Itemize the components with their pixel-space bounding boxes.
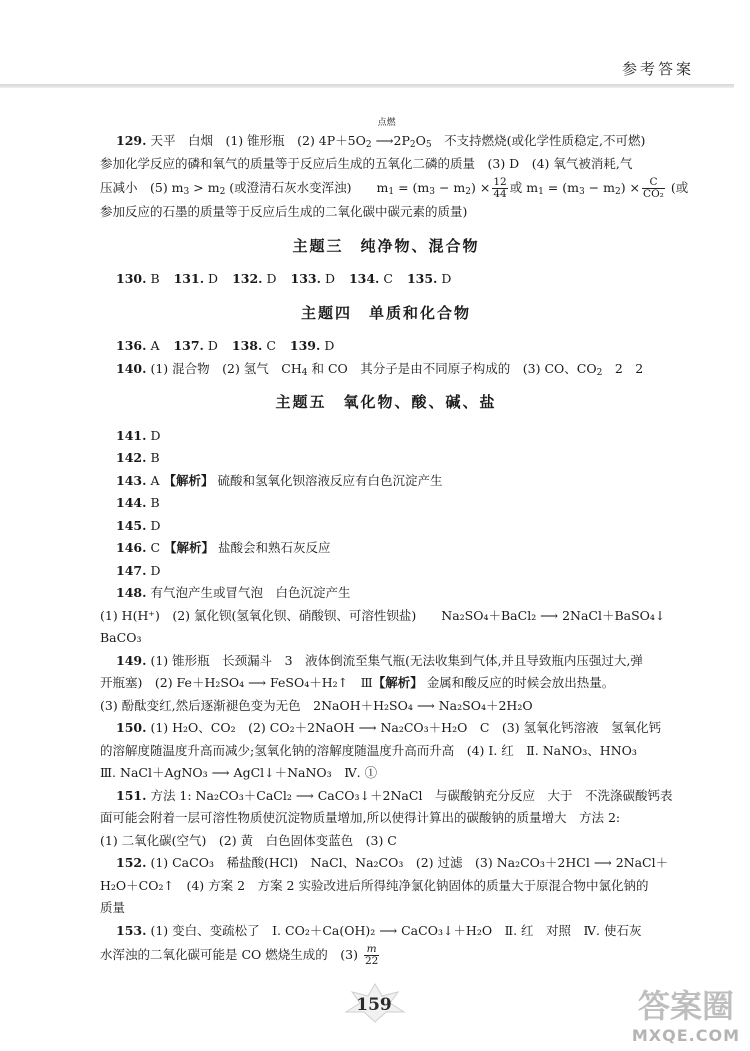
question-number: 129. bbox=[116, 133, 147, 148]
answer: B bbox=[150, 271, 160, 286]
answer-149-line-2 bbox=[100, 672, 656, 695]
reaction-arrow: 点燃 ⟶ bbox=[375, 118, 396, 148]
answer-151-line-2 bbox=[100, 807, 656, 830]
text: (3) 酚酞变红,然后逐渐褪色变为无色 2NaOH＋H₂SO₄ ⟶ Na₂SO₄＋2H₂O bbox=[100, 697, 533, 713]
answer: D bbox=[266, 271, 277, 286]
question-number: 132. bbox=[232, 271, 263, 286]
text: 有气泡产生或冒气泡 白色沉淀产生 bbox=[150, 585, 351, 600]
answer-129-line-1 bbox=[116, 118, 656, 153]
answer: D bbox=[324, 338, 335, 353]
answer: A bbox=[150, 338, 160, 353]
text: 参加反应的石墨的质量等于反应后生成的二氧化碳中碳元素的质量) bbox=[100, 204, 468, 219]
answer: D bbox=[441, 271, 452, 286]
text: 金属和酸反应的时候会放出热量。 bbox=[426, 675, 615, 690]
question-number: 149. bbox=[116, 652, 147, 668]
answer-142 bbox=[116, 447, 656, 470]
fraction bbox=[642, 177, 665, 200]
section-heading-topic-5: 主题五 氧化物、酸、碱、盐 bbox=[275, 393, 497, 411]
question-number: 153. bbox=[116, 922, 147, 938]
text: = (m bbox=[394, 180, 430, 195]
question-number: 138. bbox=[231, 338, 263, 353]
fraction-bottom: 44 bbox=[493, 188, 507, 200]
text: (1) 变白、变疏松了 Ⅰ. CO₂＋Ca(OH)₂ ⟶ CaCO₃↓＋H₂O Ⅱ. 红 对照 Ⅳ. 使石灰 bbox=[150, 922, 642, 938]
answer-152-line-3 bbox=[100, 897, 656, 920]
answer-148-line-2 bbox=[100, 605, 666, 628]
text: (1) H(H⁺) (2) 氯化钡(氢氧化钡、硝酸钡、可溶性钡盐) Na₂SO₄＋BaCl₂ ⟶ 2NaCl＋BaSO₄↓ bbox=[100, 607, 666, 623]
subscript: 2 bbox=[465, 187, 472, 197]
header-title: 参考答案 bbox=[621, 60, 694, 78]
text: (或 bbox=[666, 180, 689, 195]
subscript: 1 bbox=[388, 187, 395, 197]
question-number: 152. bbox=[116, 855, 147, 870]
question-number: 142. bbox=[116, 450, 147, 465]
question-number: 146. bbox=[116, 540, 147, 555]
text: 压减小 (5) m bbox=[100, 180, 184, 195]
fraction-top: 12 bbox=[493, 176, 507, 188]
text: 硫酸和氢氧化钡溶液反应有白色沉淀产生 bbox=[217, 472, 443, 488]
question-number: 135. bbox=[406, 271, 438, 286]
subscript: 2 bbox=[614, 187, 621, 197]
answer-143 bbox=[116, 470, 656, 493]
question-number: 151. bbox=[116, 787, 147, 803]
text: 天平 白烟 (1) 锥形瓶 (2) 4P＋5O bbox=[150, 133, 366, 148]
answers-130-135 bbox=[116, 268, 656, 291]
question-number: 130. bbox=[116, 271, 147, 286]
subscript: 2 bbox=[596, 367, 603, 378]
text: Ⅲ. NaCl＋AgNO₃ ⟶ AgCl↓＋NaNO₃ Ⅳ. ① bbox=[100, 765, 378, 780]
answer: D bbox=[324, 271, 335, 286]
text: − m bbox=[435, 180, 466, 195]
subscript: 3 bbox=[429, 187, 436, 197]
answer: C bbox=[150, 540, 161, 555]
text: (1) H₂O、CO₂ (2) CO₂＋2NaOH ⟶ Na₂CO₃＋H₂O C (3) 氢氧化钙溶液 氢氧化钙 bbox=[150, 720, 662, 735]
text: (1) 锥形瓶 长颈漏斗 3 液体倒流至集气瓶(无法收集到气体,并且导致瓶内压强过大,弹 bbox=[150, 652, 643, 668]
fraction-top: C bbox=[642, 177, 665, 189]
subscript: 3 bbox=[183, 187, 190, 197]
answer: D bbox=[150, 562, 161, 578]
text: (1) 混合物 (2) 氢气 CH bbox=[150, 360, 302, 376]
answer-150-line-2 bbox=[100, 740, 656, 763]
analysis-tag: 【解析】 bbox=[163, 472, 214, 488]
answer-content bbox=[100, 118, 689, 968]
answer: B bbox=[150, 450, 160, 465]
text: 参加化学反应的磷和氧气的质量等于反应后生成的五氧化二磷的质量 (3) D (4) 氧气被消耗,气 bbox=[100, 155, 633, 171]
text: 2 2 bbox=[602, 360, 644, 376]
fraction bbox=[492, 177, 507, 200]
answers-136-139 bbox=[116, 335, 656, 358]
answer-144 bbox=[116, 492, 656, 515]
question-number: 137. bbox=[173, 338, 204, 353]
answer: D bbox=[150, 427, 161, 443]
text: ) × bbox=[620, 180, 641, 195]
text: H₂O＋CO₂↑ (4) 方案 2 方案 2 实验改进后所得纯净氯化钠固体的质量大于原混合物中氯化钠的 bbox=[100, 877, 649, 893]
text: = (m bbox=[543, 180, 579, 195]
text: 不支持燃烧(或化学性质稳定,不可燃) bbox=[431, 133, 646, 148]
text: 方法 1: Na₂CO₃＋CaCl₂ ⟶ CaCO₃↓＋2NaCl 与碳酸钠充分反应 大于 不洗涤碳酸钙表 bbox=[150, 787, 673, 803]
subscript: 2 bbox=[219, 187, 226, 197]
question-number: 136. bbox=[116, 338, 147, 353]
question-number: 133. bbox=[290, 271, 321, 286]
header-rule bbox=[0, 84, 734, 88]
answer: D bbox=[207, 338, 218, 353]
answer-152-line-1 bbox=[116, 852, 669, 875]
section-heading-topic-4: 主题四 单质和化合物 bbox=[300, 303, 471, 322]
fraction-bottom: CO₂ bbox=[643, 188, 664, 200]
text: (1) CaCO₃ 稀盐酸(HCl) NaCl、Na₂CO₃ (2) 过滤 (3) Na₂CO₃＋2HCl ⟶ 2NaCl＋ bbox=[150, 855, 669, 870]
answer-151-line-1 bbox=[116, 785, 673, 808]
fraction-top: m bbox=[364, 944, 379, 956]
question-number: 148. bbox=[116, 585, 147, 600]
answer-140 bbox=[116, 358, 656, 381]
fraction-bottom: 22 bbox=[364, 955, 379, 967]
question-number: 150. bbox=[116, 720, 147, 735]
answer: D bbox=[208, 271, 219, 286]
answer-150-line-1 bbox=[116, 717, 662, 740]
text: BaCO₃ bbox=[100, 630, 142, 645]
question-number: 134. bbox=[348, 271, 380, 286]
answer-129-line-2 bbox=[100, 153, 656, 176]
subscript: 2 bbox=[365, 140, 372, 150]
answer: C bbox=[266, 338, 276, 353]
answer: C bbox=[383, 271, 393, 286]
answer-148-line-1 bbox=[116, 582, 656, 605]
subscript: 2 bbox=[409, 140, 416, 150]
answer-152-line-2 bbox=[100, 875, 656, 898]
watermark-logo: 答案圈 bbox=[637, 987, 734, 1025]
answer-129-line-4 bbox=[100, 201, 656, 224]
arrow-label: 点燃 bbox=[377, 118, 396, 128]
subscript: 1 bbox=[538, 187, 544, 197]
text: > m bbox=[189, 180, 220, 195]
answer-141 bbox=[116, 425, 656, 448]
answer-147 bbox=[116, 560, 656, 583]
text: O bbox=[415, 133, 426, 148]
question-number: 131. bbox=[173, 271, 205, 286]
watermark-site: MXQE.COM bbox=[631, 1026, 740, 1045]
text: 开瓶塞) (2) Fe＋H₂SO₄ ⟶ FeSO₄＋H₂↑ Ⅲ bbox=[100, 675, 373, 690]
answer-129-line-3 bbox=[100, 175, 689, 201]
answer-148-line-3 bbox=[100, 627, 656, 650]
answer-153-line-2 bbox=[100, 942, 656, 968]
subscript: 3 bbox=[578, 187, 585, 197]
text: 和 CO 其分子是由不同原子构成的 (3) CO、CO bbox=[307, 360, 597, 376]
text: − m bbox=[584, 180, 615, 195]
text: 质量 bbox=[100, 900, 126, 915]
question-number: 141. bbox=[116, 427, 147, 443]
answer: A bbox=[150, 472, 160, 488]
text: (1) 二氧化碳(空气) (2) 黄 白色固体变蓝色 (3) C bbox=[100, 832, 397, 848]
answer-151-line-3 bbox=[100, 830, 656, 853]
page-number: 159 bbox=[356, 995, 392, 1015]
answer-149-line-3 bbox=[100, 695, 656, 718]
text: 的溶解度随温度升高而减少;氢氧化钠的溶解度随温度升高而升高 (4) Ⅰ. 红 Ⅱ. NaNO₃、HNO₃ bbox=[100, 742, 637, 758]
question-number: 147. bbox=[116, 562, 147, 578]
analysis-tag: 【解析】 bbox=[164, 540, 215, 555]
answer: D bbox=[150, 517, 161, 533]
text: ) × bbox=[471, 180, 491, 195]
text: 水浑浊的二氧化碳可能是 CO 燃烧生成的 (3) bbox=[100, 947, 358, 962]
text: 2P bbox=[393, 133, 410, 148]
text: 面可能会附着一层可溶性物质使沉淀物质量增加,所以使得计算出的碳酸钠的质量增大 方法 2: bbox=[100, 810, 621, 825]
text: (或澄清石灰水变浑浊) m bbox=[225, 180, 389, 195]
text: 盐酸会和熟石灰反应 bbox=[218, 540, 331, 555]
fraction bbox=[364, 944, 379, 967]
question-number: 144. bbox=[116, 495, 147, 510]
question-number: 143. bbox=[116, 472, 147, 488]
watermark bbox=[604, 981, 744, 1045]
subscript: 4 bbox=[301, 367, 308, 378]
question-number: 140. bbox=[116, 360, 147, 376]
section-heading-topic-3: 主题三 纯净物、混合物 bbox=[292, 236, 480, 255]
answer-146 bbox=[116, 537, 656, 560]
answer: B bbox=[150, 495, 160, 510]
answer-153-line-1 bbox=[116, 920, 656, 943]
text: 或 m bbox=[509, 180, 539, 195]
answer-150-line-3 bbox=[100, 762, 656, 785]
question-number: 139. bbox=[289, 338, 321, 353]
subscript: 5 bbox=[425, 140, 432, 150]
answer-149-line-1 bbox=[116, 650, 656, 673]
question-number: 145. bbox=[116, 517, 147, 533]
analysis-tag: 【解析】 bbox=[372, 675, 423, 690]
answer-145 bbox=[116, 515, 656, 538]
